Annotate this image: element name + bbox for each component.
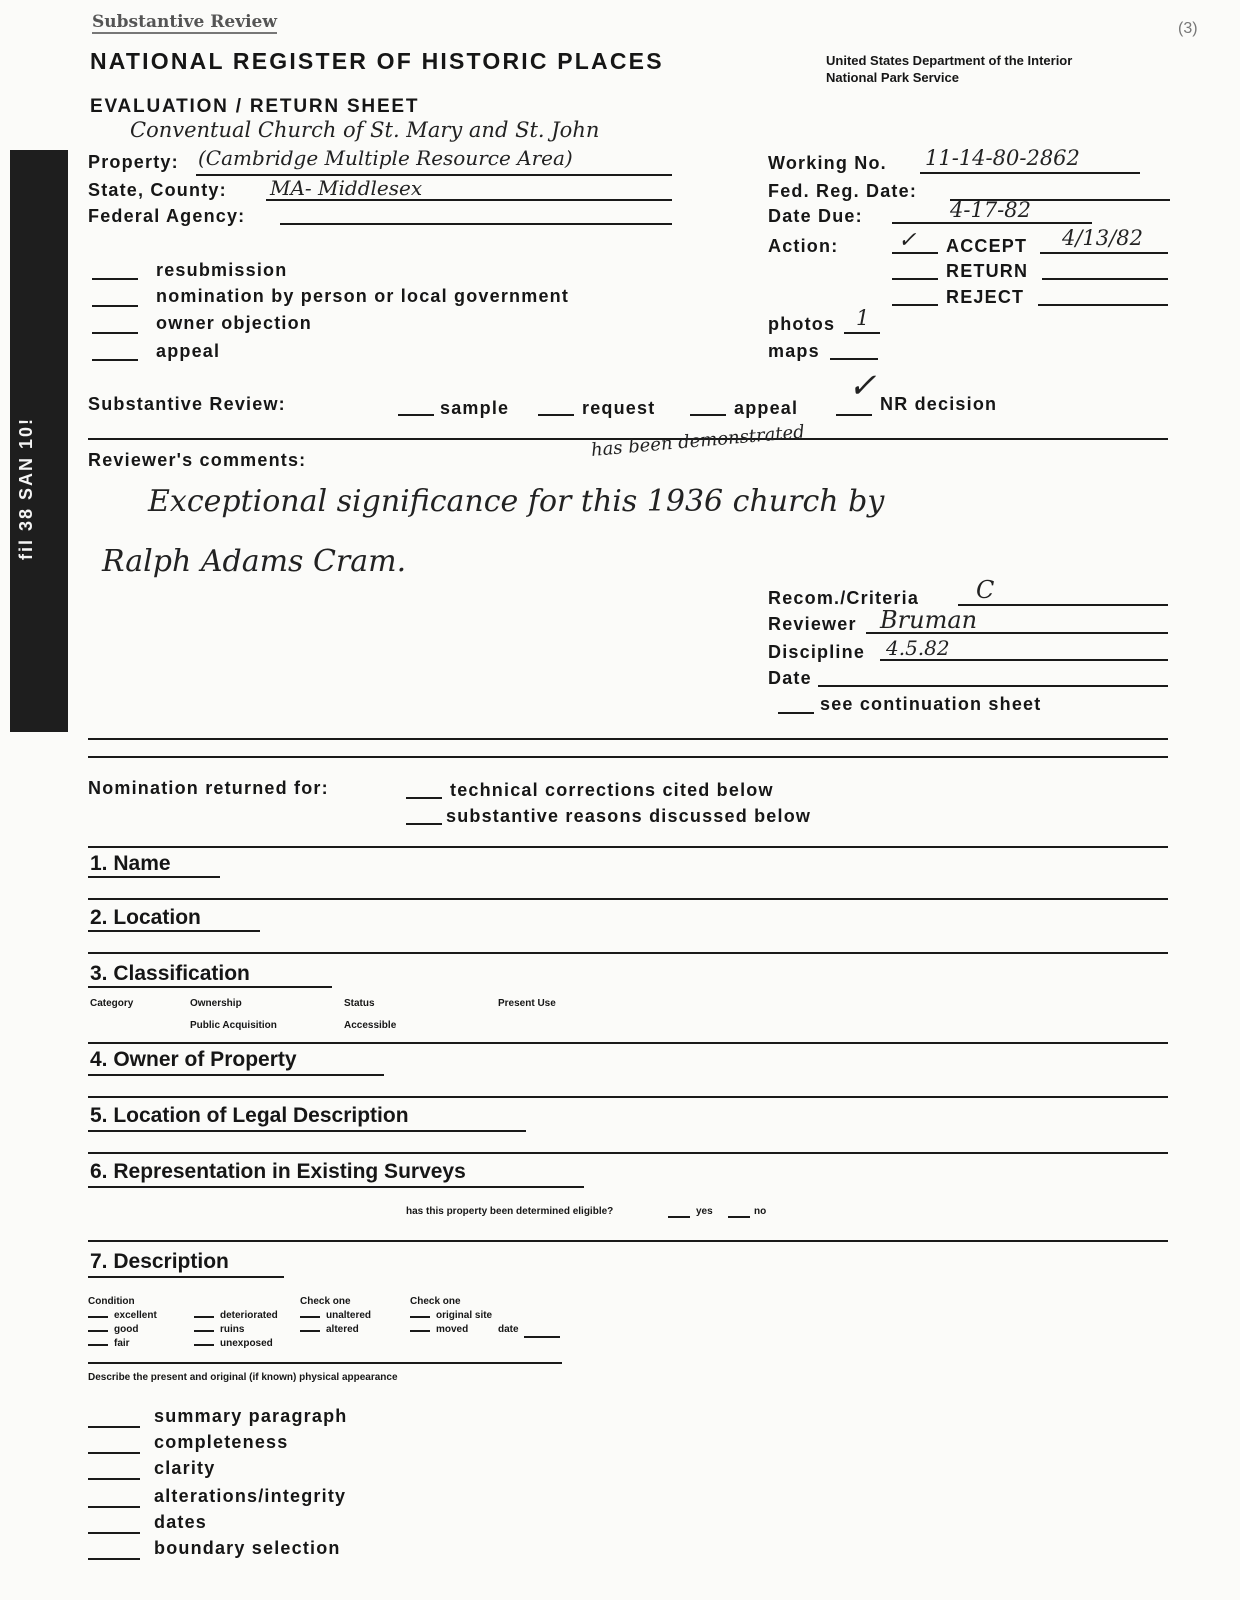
desc-excellent: excellent bbox=[88, 1310, 157, 1321]
desc-ruins: ruins bbox=[194, 1324, 244, 1335]
section-legal: 5. Location of Legal Description bbox=[90, 1104, 409, 1127]
reject-blank bbox=[892, 304, 938, 306]
working-no-value: 11-14-80-2862 bbox=[925, 146, 1080, 170]
criteria-underline bbox=[958, 604, 1168, 606]
desc-check-one-b: Check one bbox=[410, 1296, 461, 1307]
dates-blank bbox=[88, 1532, 140, 1534]
surveys-no-blank bbox=[728, 1216, 750, 1218]
section-description-underline bbox=[88, 1276, 284, 1278]
continuation-label: see continuation sheet bbox=[820, 694, 1042, 714]
action-label: Action: bbox=[768, 236, 839, 256]
photos-value: 1 bbox=[856, 306, 870, 330]
accept-checkmark-icon: ✓ bbox=[898, 228, 917, 253]
comments-line2: Ralph Adams Cram. bbox=[102, 544, 407, 579]
reviewer-value: Bruman bbox=[880, 606, 978, 634]
class-public-acquisition: Public Acquisition bbox=[190, 1020, 277, 1031]
nr-decision-blank bbox=[836, 414, 872, 416]
date-due-value: 4-17-82 bbox=[950, 198, 1031, 222]
section-owner: 4. Owner of Property bbox=[90, 1048, 297, 1071]
section-name-underline bbox=[88, 876, 220, 878]
agency-line2: National Park Service bbox=[826, 70, 959, 85]
state-county-value: MA- Middlesex bbox=[270, 176, 423, 200]
desc-fair: fair bbox=[88, 1338, 130, 1349]
request-label: request bbox=[582, 398, 656, 418]
nomination-blank bbox=[92, 305, 138, 307]
accept-date: 4/13/82 bbox=[1062, 226, 1143, 250]
nomination-label: nomination by person or local government bbox=[156, 286, 570, 306]
completeness-blank bbox=[88, 1452, 140, 1454]
completeness-label: completeness bbox=[154, 1432, 289, 1452]
class-status: Status bbox=[344, 998, 375, 1009]
comments-line1: Exceptional significance for this 1936 church by bbox=[148, 484, 885, 519]
resubmission-blank bbox=[92, 278, 138, 280]
class-ownership: Ownership bbox=[190, 998, 242, 1009]
comments-label: Reviewer's comments: bbox=[88, 450, 307, 470]
property-underline bbox=[196, 174, 672, 176]
rule-s4 bbox=[88, 1096, 1168, 1098]
section-legal-underline bbox=[88, 1130, 526, 1132]
surveys-question: has this property been determined eligible? bbox=[406, 1206, 614, 1217]
resubmission-label: resubmission bbox=[156, 260, 288, 280]
desc-original-site: original site bbox=[410, 1310, 492, 1321]
photos-label: photos bbox=[768, 314, 836, 334]
accept-label: ACCEPT bbox=[946, 236, 1028, 256]
federal-agency-underline bbox=[280, 223, 672, 225]
dates-label: dates bbox=[154, 1512, 208, 1532]
reject-underline bbox=[1038, 304, 1168, 306]
section-name: 1. Name bbox=[90, 852, 171, 875]
state-county-underline bbox=[266, 199, 672, 201]
sample-label: sample bbox=[440, 398, 510, 418]
class-accessible: Accessible bbox=[344, 1020, 397, 1031]
rule-s5 bbox=[88, 1152, 1168, 1154]
technical-blank bbox=[406, 797, 442, 799]
section-classification-underline bbox=[88, 986, 332, 988]
surveys-yes: yes bbox=[696, 1206, 713, 1217]
desc-altered: altered bbox=[300, 1324, 359, 1335]
section-surveys-underline bbox=[88, 1186, 584, 1188]
desc-date-underline bbox=[524, 1336, 560, 1338]
section-surveys: 6. Representation in Existing Surveys bbox=[90, 1160, 466, 1183]
return-underline bbox=[1042, 278, 1168, 280]
desc-unaltered: unaltered bbox=[300, 1310, 371, 1321]
property-label: Property: bbox=[88, 152, 179, 172]
returned-label: Nomination returned for: bbox=[88, 778, 329, 798]
desc-rule bbox=[88, 1362, 562, 1364]
clarity-blank bbox=[88, 1478, 140, 1480]
desc-unexposed: unexposed bbox=[194, 1338, 273, 1349]
form-title: NATIONAL REGISTER OF HISTORIC PLACES bbox=[90, 48, 664, 74]
discipline-label: Discipline bbox=[768, 642, 866, 662]
substantive-review-label: Substantive Review: bbox=[88, 394, 286, 414]
page-mark: (3) bbox=[1178, 20, 1198, 37]
rule-s2 bbox=[88, 952, 1168, 954]
fed-reg-label: Fed. Reg. Date: bbox=[768, 181, 918, 201]
date-label: Date bbox=[768, 668, 812, 688]
state-county-label: State, County: bbox=[88, 180, 227, 200]
desc-deteriorated: deteriorated bbox=[194, 1310, 278, 1321]
maps-underline bbox=[830, 358, 878, 360]
discipline-underline bbox=[880, 659, 1168, 661]
surveys-yes-blank bbox=[668, 1216, 690, 1218]
request-blank bbox=[538, 414, 574, 416]
alterations-label: alterations/integrity bbox=[154, 1486, 347, 1506]
desc-moved: moved bbox=[410, 1324, 468, 1335]
class-category: Category bbox=[90, 998, 134, 1009]
form-subtitle: EVALUATION / RETURN SHEET bbox=[90, 96, 420, 117]
rule-s1 bbox=[88, 898, 1168, 900]
sample-blank bbox=[398, 414, 434, 416]
boundary-blank bbox=[88, 1558, 140, 1560]
section-owner-underline bbox=[88, 1074, 384, 1076]
date-due-label: Date Due: bbox=[768, 206, 863, 226]
summary-blank bbox=[88, 1426, 140, 1428]
strip-label: fil 38 SAN 10! bbox=[16, 416, 36, 560]
appeal-blank bbox=[92, 359, 138, 361]
boundary-label: boundary selection bbox=[154, 1538, 341, 1558]
alterations-blank bbox=[88, 1506, 140, 1508]
working-no-label: Working No. bbox=[768, 153, 887, 173]
substantive-label: substantive reasons discussed below bbox=[446, 806, 812, 826]
reviewer-label: Reviewer bbox=[768, 614, 857, 634]
accept-blank bbox=[892, 252, 938, 254]
rule-s6 bbox=[88, 1240, 1168, 1242]
class-present-use: Present Use bbox=[498, 998, 556, 1009]
appeal-review-label: appeal bbox=[734, 398, 799, 418]
substantive-blank bbox=[406, 823, 442, 825]
return-blank bbox=[892, 278, 938, 280]
working-no-underline bbox=[920, 172, 1140, 174]
clarity-label: clarity bbox=[154, 1458, 216, 1478]
federal-agency-label: Federal Agency: bbox=[88, 206, 246, 226]
property-handwritten-name: Conventual Church of St. Mary and St. John bbox=[130, 118, 600, 142]
desc-describe: Describe the present and original (if known) physical appearance bbox=[88, 1372, 398, 1383]
divider-rule-3 bbox=[88, 756, 1168, 758]
discipline-value: 4.5.82 bbox=[886, 636, 950, 660]
technical-label: technical corrections cited below bbox=[450, 780, 774, 800]
owner-objection-blank bbox=[92, 332, 138, 334]
rule-s3 bbox=[88, 1042, 1168, 1044]
surveys-no: no bbox=[754, 1206, 767, 1217]
criteria-value: C bbox=[976, 576, 995, 604]
desc-good: good bbox=[88, 1324, 138, 1335]
date-underline bbox=[818, 685, 1168, 687]
agency-line1: United States Department of the Interior bbox=[826, 53, 1073, 68]
reject-label: REJECT bbox=[946, 287, 1025, 307]
desc-date: date bbox=[498, 1324, 519, 1335]
owner-objection-label: owner objection bbox=[156, 313, 313, 333]
photos-underline bbox=[844, 332, 880, 334]
divider-rule-2 bbox=[88, 738, 1168, 740]
section-description: 7. Description bbox=[90, 1250, 229, 1273]
appeal-review-blank bbox=[690, 414, 726, 416]
maps-label: maps bbox=[768, 341, 820, 361]
comments-insert: has been demonstrated bbox=[590, 421, 806, 461]
section-classification: 3. Classification bbox=[90, 962, 250, 985]
nr-decision-checkmark-icon: ✓ bbox=[848, 366, 877, 406]
section-location-underline bbox=[88, 930, 260, 932]
date-due-underline bbox=[892, 222, 1092, 224]
criteria-label: Recom./Criteria bbox=[768, 588, 920, 608]
desc-condition: Condition bbox=[88, 1296, 135, 1307]
return-label: RETURN bbox=[946, 261, 1029, 281]
nr-decision-label: NR decision bbox=[880, 394, 998, 414]
reviewer-underline bbox=[866, 632, 1168, 634]
divider-rule-4 bbox=[88, 846, 1168, 848]
review-stamp: Substantive Review bbox=[92, 12, 277, 32]
desc-check-one-a: Check one bbox=[300, 1296, 351, 1307]
property-handwritten-area: (Cambridge Multiple Resource Area) bbox=[198, 146, 573, 170]
accept-underline bbox=[1040, 252, 1168, 254]
appeal-label: appeal bbox=[156, 341, 221, 361]
continuation-blank bbox=[778, 712, 814, 714]
section-location: 2. Location bbox=[90, 906, 201, 929]
summary-label: summary paragraph bbox=[154, 1406, 348, 1426]
